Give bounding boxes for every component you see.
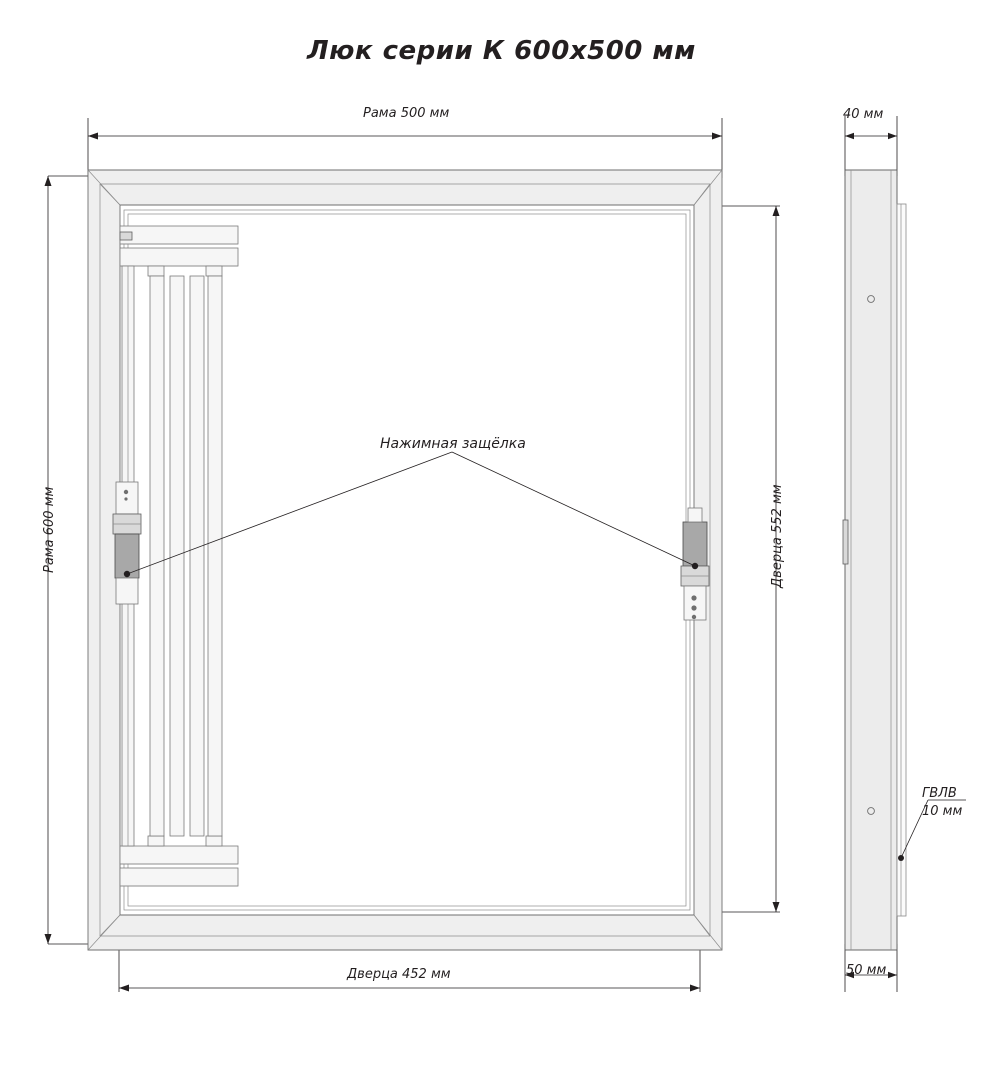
latch-left <box>113 482 141 604</box>
label-frame-width: Рама 500 мм <box>363 106 450 121</box>
label-side-depth-top: 40 мм <box>843 107 884 122</box>
front-view <box>88 170 722 950</box>
label-panel-thickness: 10 мм <box>922 804 963 819</box>
label-latch-callout: Нажимная защёлка <box>380 436 526 452</box>
latch-right <box>681 508 709 620</box>
label-side-depth-bottom: 50 мм <box>846 963 887 978</box>
label-door-width: Дверца 452 мм <box>347 967 451 982</box>
side-view <box>843 116 966 992</box>
dimension-side-depth-top <box>845 116 897 176</box>
page-title: Люк серии К 600x500 мм <box>307 36 696 66</box>
label-panel-material: ГВЛВ <box>922 786 957 801</box>
label-door-height: Дверца 552 мм <box>770 484 785 588</box>
label-frame-height: Рама 600 мм <box>42 486 57 573</box>
